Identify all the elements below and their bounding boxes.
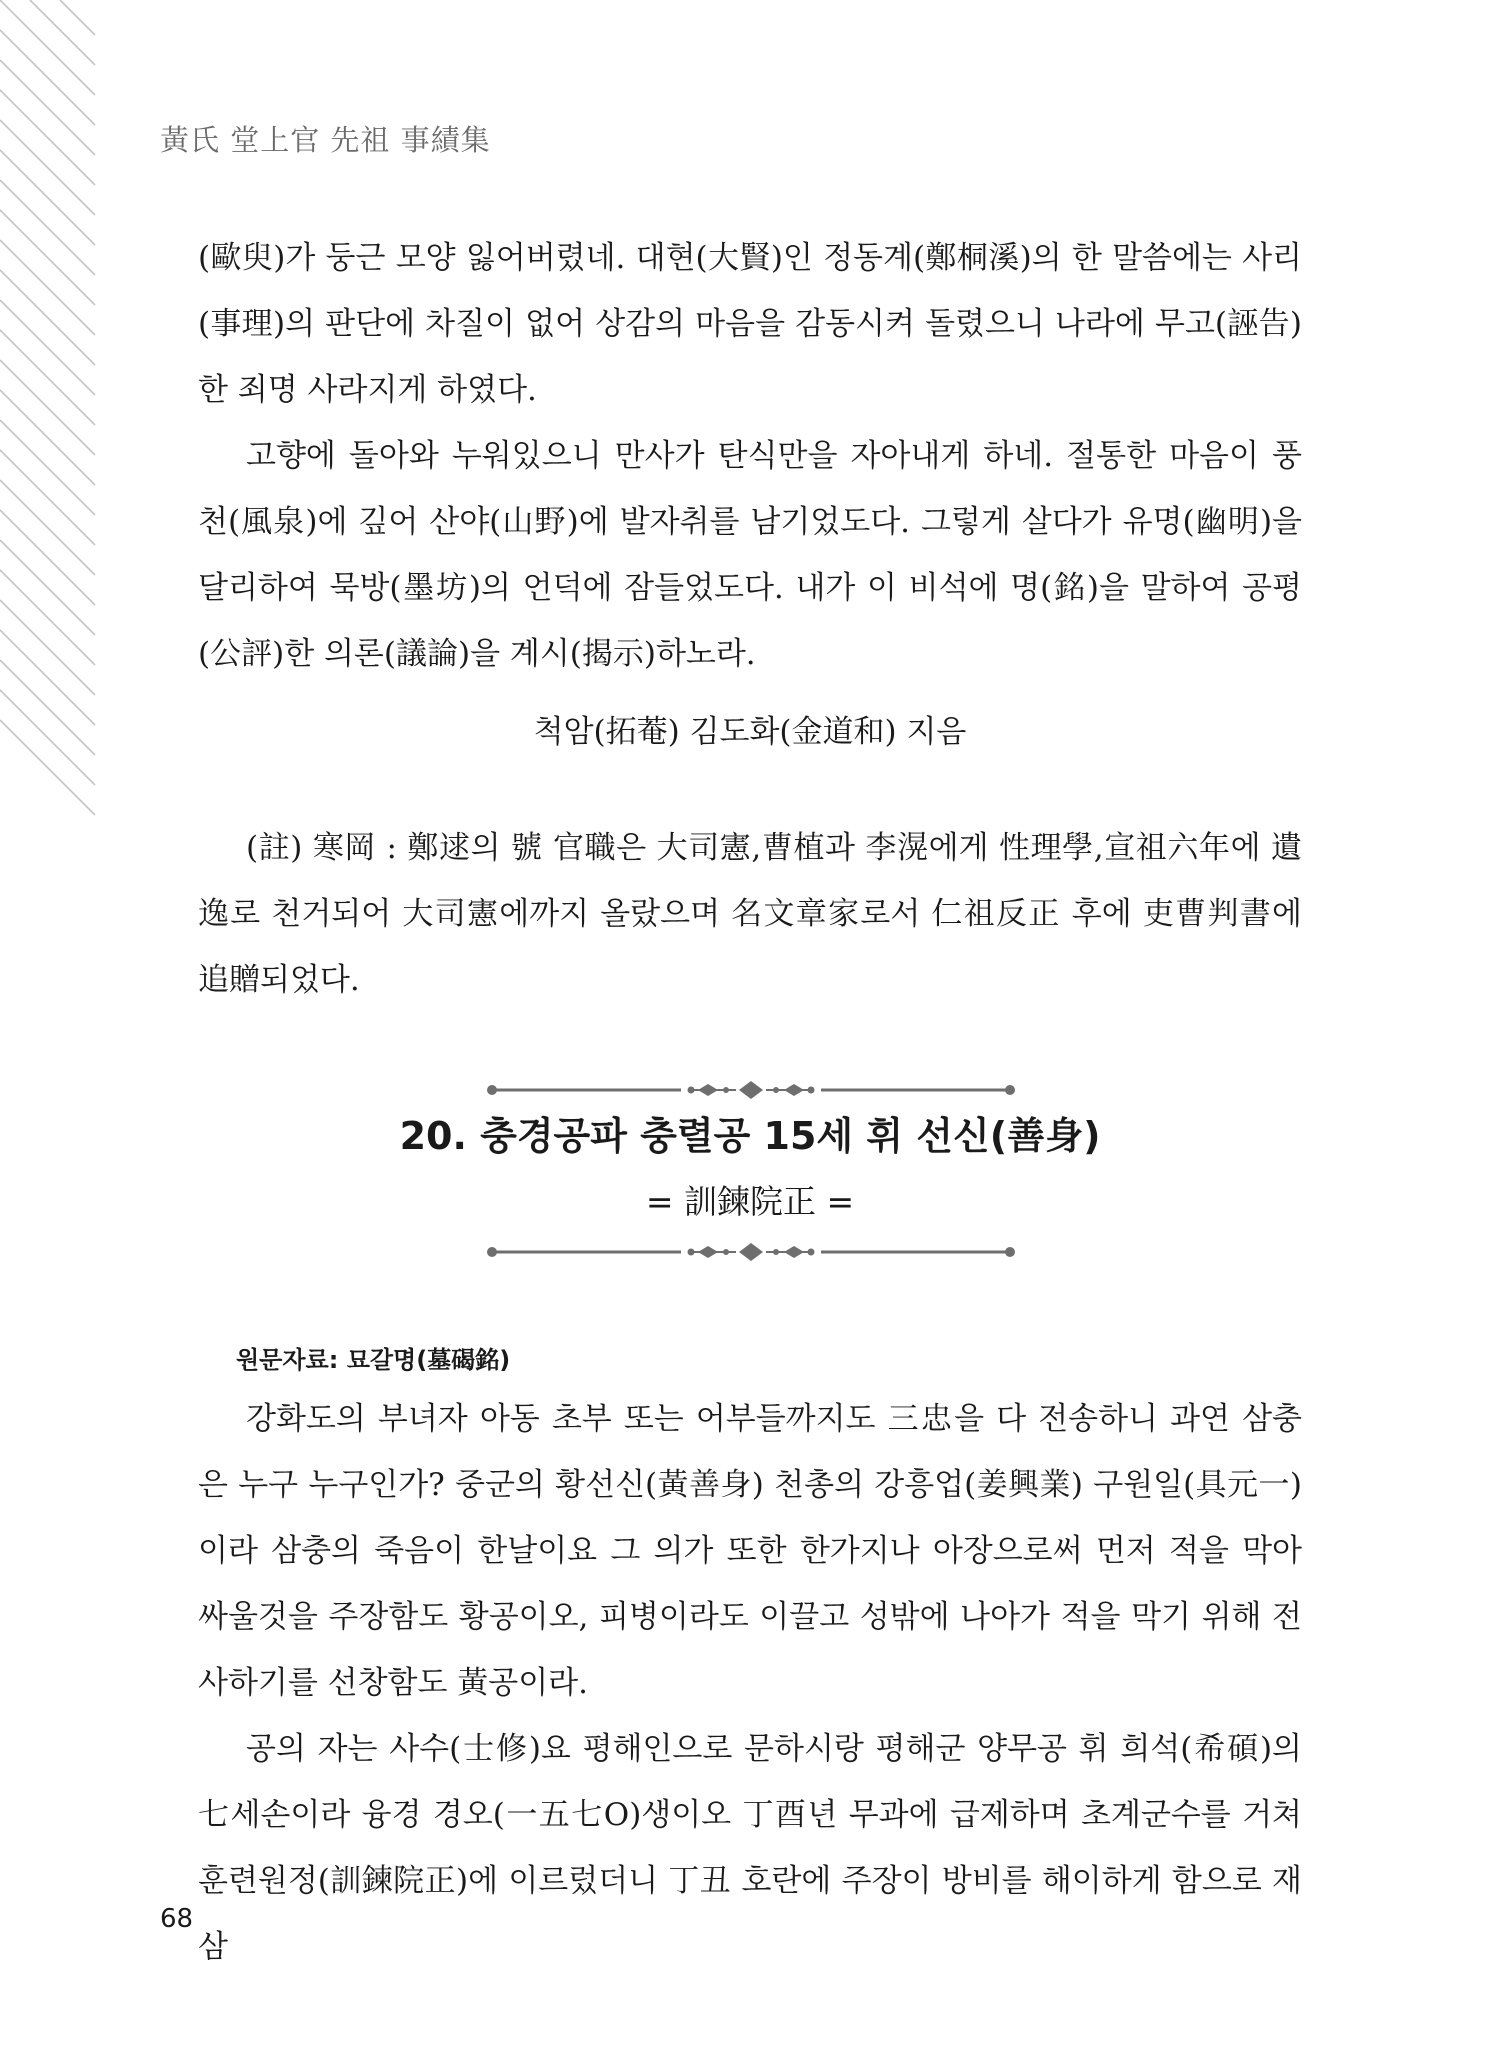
ornament-divider-bottom (486, 1240, 1016, 1264)
ornament-divider-top (486, 1078, 1016, 1102)
section-heading: 20. 충경공파 충렬공 15세 휘 선신(善身) (399, 1114, 1101, 1158)
author-line: 척암(拓菴) 김도화(金道和) 지음 (533, 714, 967, 750)
paragraph: 고향에 돌아와 누워있으니 만사가 탄식만을 자아내게 하네. 절통한 마음이 풍천(風泉)에 깊어 산야(山野)에 발자취를 남기었도다. 그렇게 살다가 유명(幽明)을 달리하여 묵방(墨坊)의 언덕에 잠들었도다. 내가 이 비석에 명(銘)을 말하여 공평(公評)한 의론(議論)을 계시(揭示)하노라. (198, 438, 1302, 672)
epitaph-text (198, 225, 1302, 687)
section-subheading: = 訓鍊院正 = (645, 1182, 855, 1221)
paragraph: 강화도의 부녀자 아동 초부 또는 어부들까지도 三忠을 다 전송하니 과연 삼충은 누구 누구인가? 중군의 황선신(黃善身) 천총의 강흥업(姜興業) 구원일(具元一)이라 삼충의 죽음이 한날이요 그 의가 또한 한가지나 아장으로써 먼저 적을 막아 싸울것을 주장함도 황공이오, 피병이라도 이끌고 성밖에 나아가 적을 막기 위해 전사하기를 선창함도 黃공이라. (198, 1401, 1302, 1701)
corner-stripes-decoration (0, 0, 100, 820)
running-head: 黃氏 堂上官 先祖 事績集 (160, 123, 491, 157)
source-label: 원문자료: 묘갈명(墓碣銘) (236, 1346, 511, 1374)
paragraph: 공의 자는 사수(士修)요 평해인으로 문하시랑 평해군 양무공 휘 희석(希碩)의 七세손이라 융경 경오(一五七O)생이오 丁酉년 무과에 급제하며 초계군수를 거쳐 훈련원정(訓鍊院正)에 이르렀더니 丁丑 호란에 주장이 방비를 해이하게 함으로 재삼 (198, 1731, 1302, 1965)
biography-text (198, 1386, 1302, 1980)
note-text: (註) 寒岡 : 鄭逑의 號 官職은 大司憲,曹植과 李滉에게 性理學,宣祖六年에 遺逸로 천거되어 大司憲에까지 올랐으며 名文章家로서 仁祖反正 후에 吏曹判書에 追贈되었다. (198, 830, 1302, 998)
page-number: 68 (160, 1904, 194, 1934)
paragraph: (歐臾)가 둥근 모양 잃어버렸네. 대현(大賢)인 정동계(鄭桐溪)의 한 말씀에는 사리(事理)의 판단에 차질이 없어 상감의 마음을 감동시켜 돌렸으니 나라에 무고(誣告)한 죄명 사라지게 하였다. (198, 240, 1302, 408)
footnote (198, 815, 1302, 1013)
